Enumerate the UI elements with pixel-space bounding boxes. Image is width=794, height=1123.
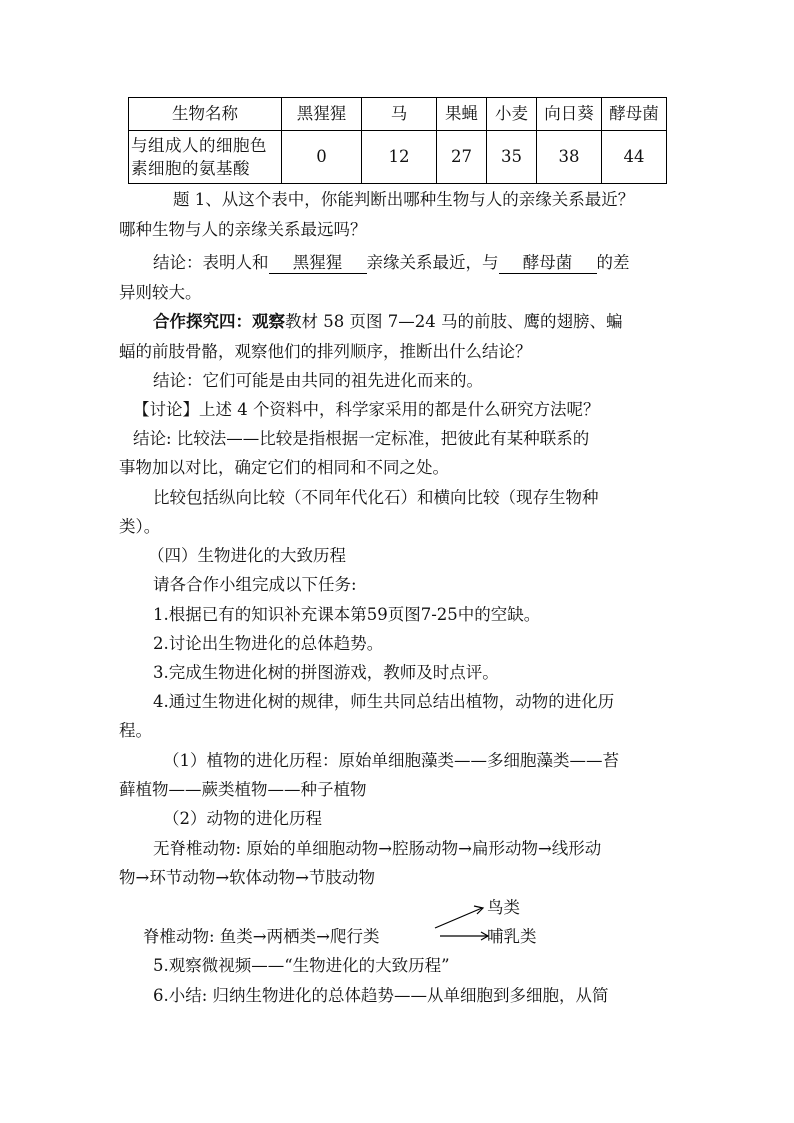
explore-4-label: 合作探究四：观察 (153, 312, 285, 331)
table-cell: 12 (362, 131, 437, 184)
table-header-cell: 酵母菌 (602, 98, 667, 131)
birds-label: 鸟类 (487, 898, 520, 917)
discussion-conclusion: 事物加以对比，确定它们的相同和不同之处。 (119, 458, 449, 477)
explore-4-text: 教材 58 页图 7—24 马的前肢、鹰的翅膀、蝙 (285, 312, 623, 331)
conclusion-text: 结论：表明人和 (153, 253, 269, 272)
vertebrate-chain: 脊椎动物: 鱼类→两栖类→爬行类 (143, 927, 380, 946)
question-1-line: 题 1、从这个表中，你能判断出哪种生物与人的亲缘关系最近？ (173, 190, 635, 209)
task-item: 1.根据已有的知识补充课本第59页图7-25中的空缺。 (153, 605, 541, 624)
explore-4-conclusion: 结论：它们可能是由共同的祖先进化而来的。 (153, 371, 483, 390)
task-item: 5.观察微视频——“生物进化的大致历程” (153, 956, 450, 975)
invertebrate-line: 物→环节动物→软体动物→节肢动物 (119, 868, 375, 887)
comparison-line: 类）。 (119, 517, 161, 536)
answer-blank: 酵母菌 (499, 253, 597, 274)
conclusion-text: 亲缘关系最近，与 (366, 253, 499, 272)
question-1-line: 哪种生物与人的亲缘关系最远吗？ (119, 220, 367, 239)
table-header-cell: 生物名称 (129, 98, 282, 131)
conclusion-text: 的差 (596, 253, 630, 272)
invertebrate-line: 无脊椎动物: 原始的单细胞动物→腔肠动物→扁形动物→线形动 (153, 839, 602, 858)
table-header-row (129, 98, 667, 131)
task-item: 2.讨论出生物进化的总体趋势。 (153, 634, 384, 653)
table-header-cell: 黑猩猩 (282, 98, 362, 131)
task-item: 3.完成生物进化树的拼图游戏，教师及时点评。 (153, 663, 499, 682)
vertebrate-line (143, 926, 379, 948)
row-label-line: 素细胞的氨基酸 (131, 159, 250, 178)
table-header-cell: 马 (362, 98, 437, 131)
animal-evolution-title: （2）动物的进化历程 (163, 809, 322, 828)
explore-4-line (153, 311, 622, 333)
task-item: 6.小结: 归纳生物进化的总体趋势——从单细胞到多细胞，从简 (153, 986, 609, 1005)
section-intro: 请各合作小组完成以下任务: (153, 575, 357, 594)
table-cell: 38 (537, 131, 602, 184)
table-header-cell: 小麦 (487, 98, 537, 131)
conclusion-1 (153, 252, 630, 274)
table-header-cell: 向日葵 (537, 98, 602, 131)
table-cell: 27 (437, 131, 487, 184)
table-header-cell: 果蝇 (437, 98, 487, 131)
table-row (129, 131, 667, 184)
section-title: （四）生物进化的大致历程 (148, 546, 346, 565)
table-row-label (129, 131, 282, 184)
table-cell: 44 (602, 131, 667, 184)
plant-evolution-line: 藓植物——蕨类植物——种子植物 (119, 780, 367, 799)
row-label-line: 与组成人的细胞色 (131, 136, 267, 155)
discussion-conclusion: 结论: 比较法——比较是指根据一定标准，把彼此有某种联系的 (133, 429, 590, 448)
task-item: 4.通过生物进化树的规律，师生共同总结出植物，动物的进化历 (153, 692, 615, 711)
amino-acid-comparison-table (128, 97, 667, 184)
plant-evolution-line: （1）植物的进化历程：原始单细胞藻类——多细胞藻类——苔 (163, 751, 619, 770)
task-item: 程。 (119, 721, 152, 740)
explore-4-line: 蝠的前肢骨骼，观察他们的排列顺序，推断出什么结论？ (119, 342, 532, 361)
table-cell: 0 (282, 131, 362, 184)
comparison-line: 比较包括纵向比较（不同年代化石）和横向比较（现存生物种 (153, 488, 599, 507)
mammals-label: 哺乳类 (487, 927, 537, 946)
discussion-line: 【讨论】上述 4 个资料中，科学家采用的都是什么研究方法呢？ (133, 400, 600, 419)
conclusion-1-line: 异则较大。 (119, 283, 202, 302)
answer-blank: 黑猩猩 (269, 253, 367, 274)
table-cell: 35 (487, 131, 537, 184)
